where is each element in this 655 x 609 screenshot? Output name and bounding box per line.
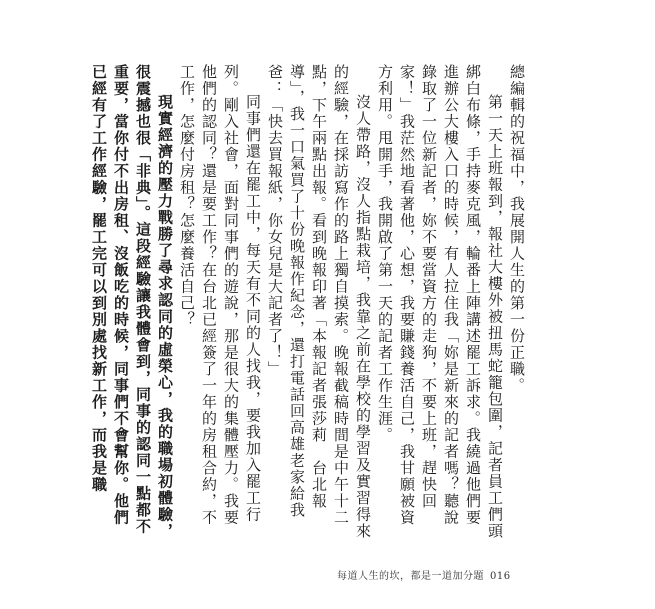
paragraph-1: 總編輯的祝福中，我展開人生的第一份正職。 (508, 64, 526, 394)
page-footer (337, 567, 511, 582)
body-text (88, 64, 528, 542)
running-title: 每道人生的坎，都是一道加分題 (337, 571, 484, 582)
paragraph-2: 第一天上班報到，報社大樓外被扭馬蛇籠包圍，記者員工們頭綁白布條，手持麥克風，輪番上陣講述罷工訴求。我繞過他們要進辦公大樓入口的時候，有人拉住我「妳是新來的記者嗎？聽說錄取了一位新記者，妳不要當資方的走狗，不要上班，趕快回家！」我茫然地看著他，心想，我要賺錢養活自己，我甘願被資方利用。甩開手，我開啟了第一天的記者工作生涯。 (376, 64, 504, 540)
page-number: 016 (490, 571, 511, 582)
paragraph-5: 現實經濟的壓力戰勝了尋求認同的虛榮心，我的職場初體驗，很震撼也很「非典」。這段經驗讓我體會到，同事的認同一點都不重要，當你付不出房租、沒飯吃的時候，同事們不會幫你。他們已經有了工作經驗，罷工完可以到別處找新工作，而我是職 (90, 64, 174, 540)
paragraph-4: 同事們還在罷工中，每天有不同的人找我，要我加入罷工行列。剛入社會，面對同事們的遊說，那是很大的集體壓力。我要他們的認同？還是要工作？在台北已經簽了一年的房租合約，不工作，怎麼付房租？怎麼養活自己？ (178, 64, 262, 526)
paragraph-3: 沒人帶路，沒人指點栽培，我靠之前在學校的學習及實習得來的經驗，在採訪寫作的路上獨自摸索。晚報截稿時間是中午十二點，下午兩點出報。看到晚報印著「本報記者張莎莉 台北報導」，我一口氣買了十份晚報作紀念，還打電話回高雄老家給我爸：「快去買報紙，你女兒是大記者了！」 (266, 64, 372, 540)
